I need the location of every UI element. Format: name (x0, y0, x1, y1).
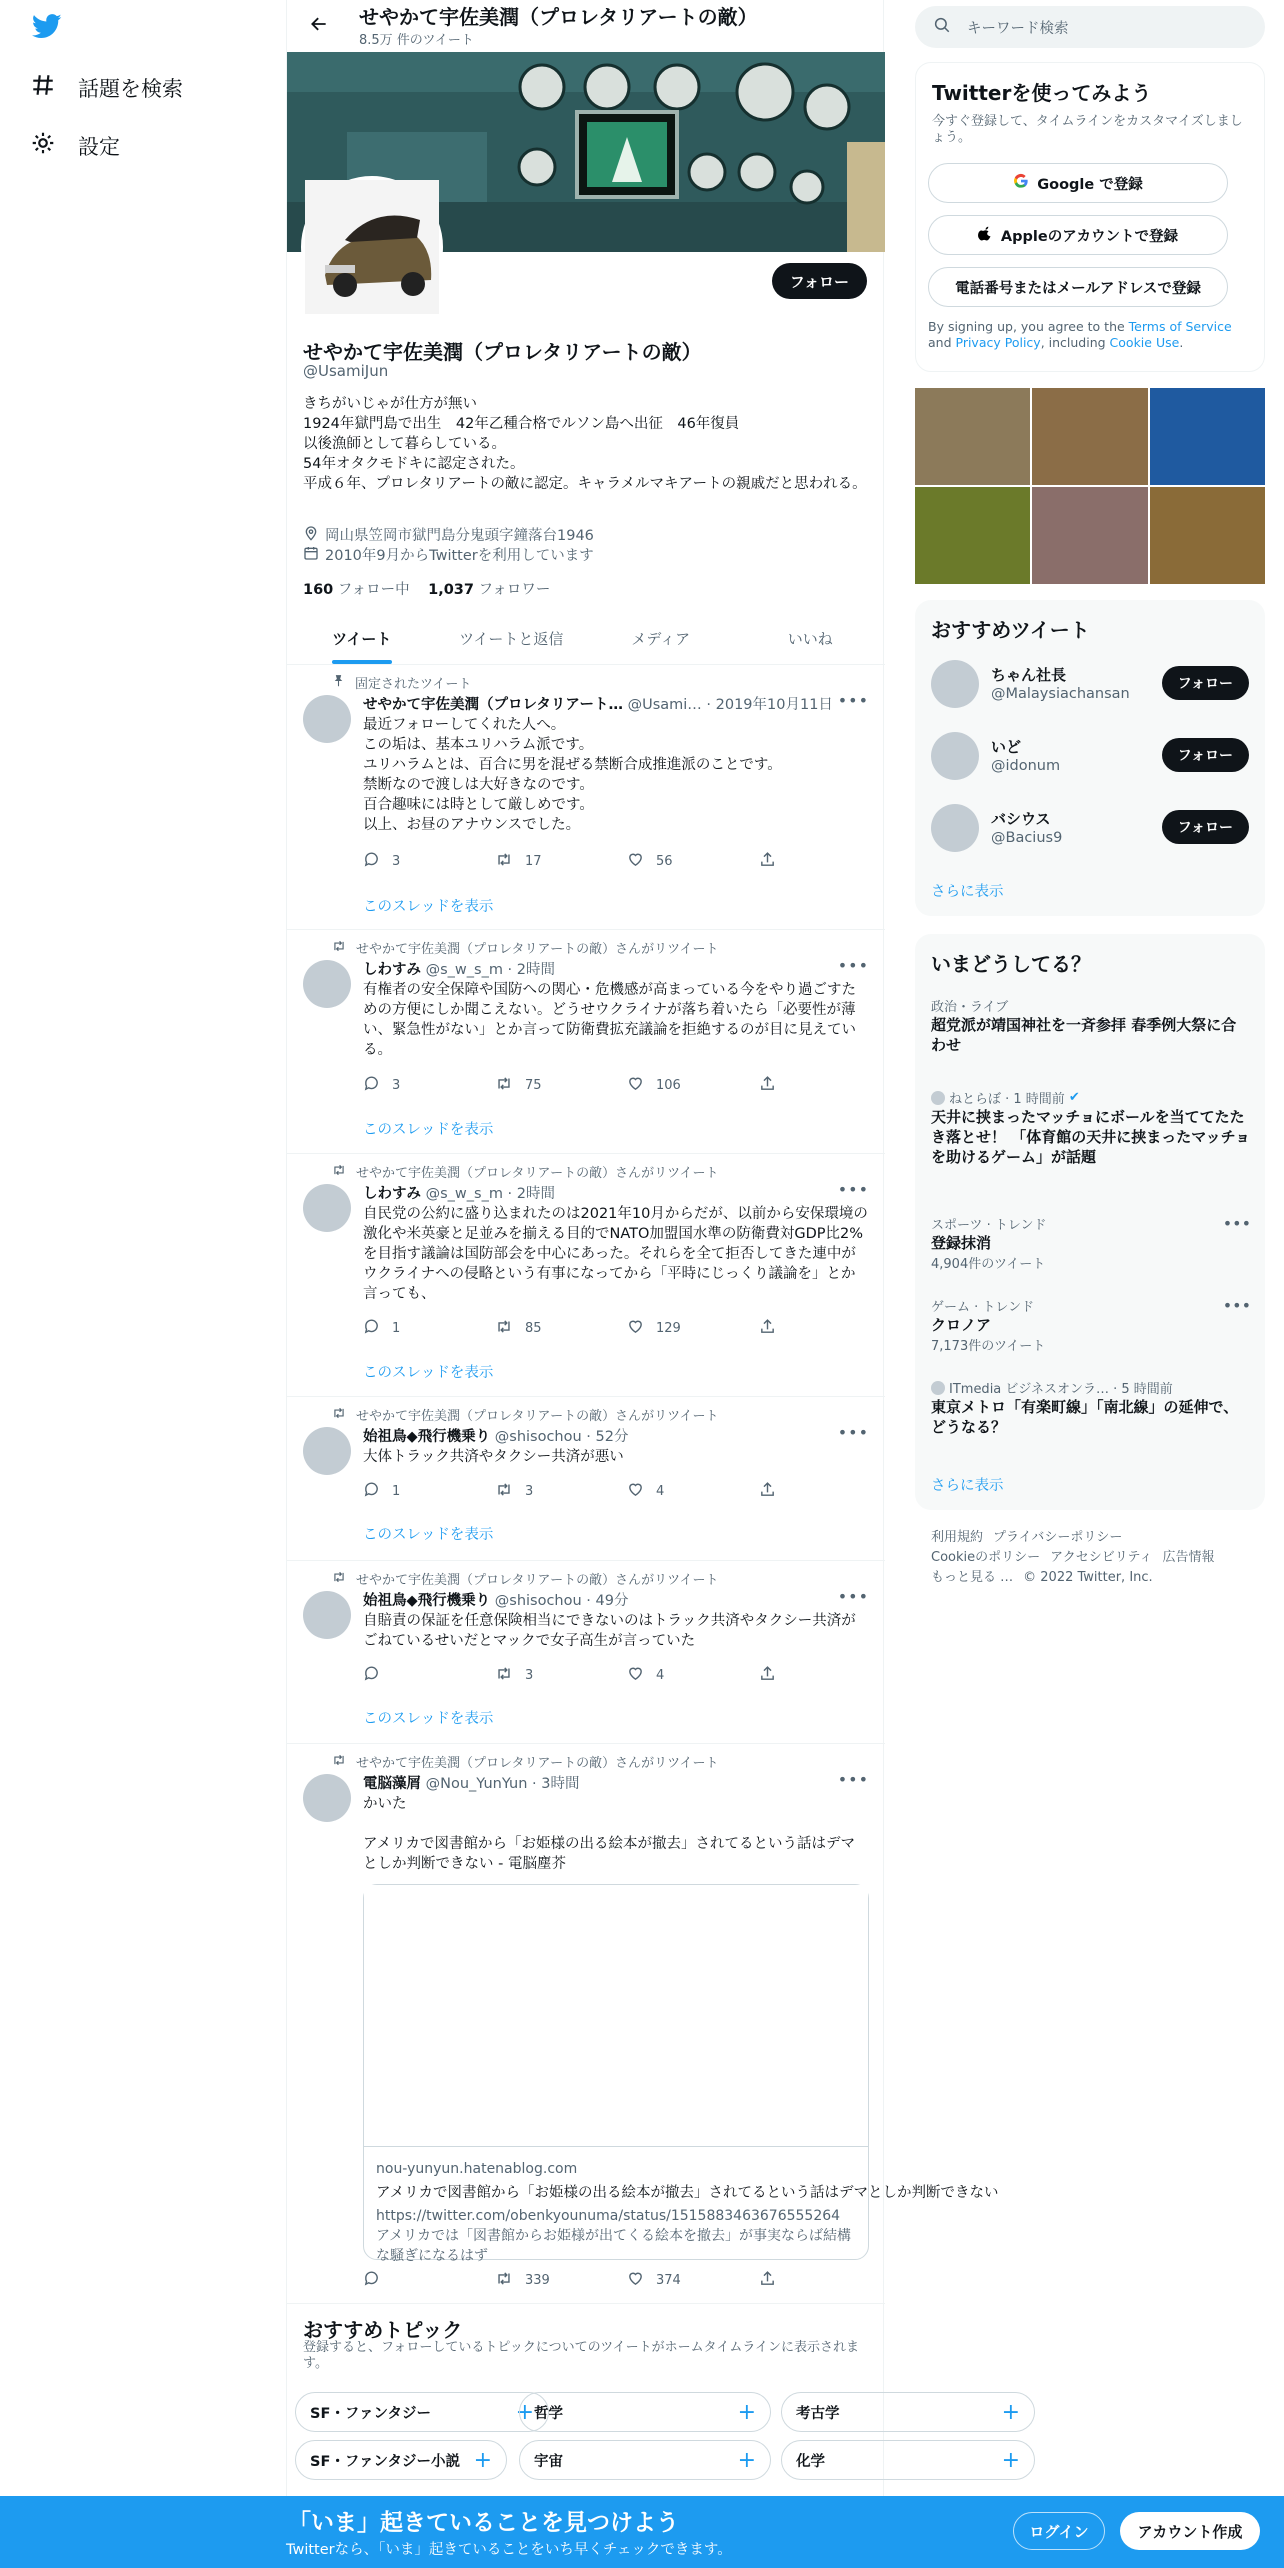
show-thread-link[interactable]: このスレッドを表示 (363, 1365, 494, 1381)
retweet-icon (495, 1075, 513, 1096)
plus-icon: + (473, 2447, 492, 2473)
heart-icon (627, 1665, 644, 1686)
reply-icon (363, 1075, 380, 1096)
tweet-actions (363, 1075, 803, 1096)
who-to-follow-panel (915, 600, 1265, 916)
retweet-icon (495, 2270, 513, 2291)
profile-stats (303, 578, 550, 599)
trend-item[interactable]: ゲーム · トレンド クロノア 7,173件のツイート ••• (931, 1296, 1251, 1354)
tweet-header: 始祖鳥◆飛行機乗り @shisochou · 49分 (363, 1593, 629, 1609)
heart-icon (627, 1318, 644, 1339)
media-grid (915, 388, 1265, 584)
retweet-context: せやかて宇佐美潤（プロレタリアートの敵）さんがリツイート (332, 1405, 718, 1424)
retweet-context: せやかて宇佐美潤（プロレタリアートの敵）さんがリツイート (332, 1162, 718, 1181)
tab-media[interactable]: メディア (631, 629, 691, 648)
tweet-text: 大体トラック共済やタクシー共済が悪い (363, 1449, 624, 1465)
avatar[interactable] (303, 960, 351, 1008)
like-button[interactable]: 56 (627, 851, 759, 872)
tweet-header: 始祖鳥◆飛行機乗り @shisochou · 52分 (363, 1429, 629, 1445)
retweet-icon (495, 1665, 513, 1686)
topic-chip[interactable]: SF・ファンタジー小説 + (295, 2440, 507, 2480)
reply-icon (363, 1481, 380, 1502)
show-thread-link[interactable]: このスレッドを表示 (363, 1122, 494, 1138)
apple-signup-button[interactable]: Appleのアカウントで登録 (928, 215, 1228, 255)
followers-link[interactable]: 1,037 フォロワー (428, 582, 551, 598)
retweet-button[interactable]: 339 (495, 2270, 627, 2291)
share-button[interactable] (759, 2270, 799, 2291)
show-thread-link[interactable]: このスレッドを表示 (363, 1711, 494, 1727)
trends-title: いまどうしてる？ (931, 952, 1091, 976)
reply-icon (363, 2270, 380, 2291)
retweet-small-icon (332, 1570, 346, 1588)
avatar[interactable] (303, 1774, 351, 1822)
card-description: https://twitter.com/obenkyounuma/status/1515883463676555264 アメリカでは「図書館からお姫様が出てくる絵本を撤去」が事実ならば結構な騒ぎになるはず (376, 2208, 852, 2264)
follow-button[interactable]: フォロー (1162, 738, 1249, 772)
more-icon[interactable]: ••• (837, 1587, 869, 1606)
tweet-header: 電脳藻屑 @Nou_YunYun · 3時間 (363, 1776, 580, 1792)
tweet-actions (363, 1318, 803, 1339)
tweet-text: 最近フォローしてくれた人へ。 この垢は、基本ユリハラム派です。 ユリハラムとは、百合に男を混ぜる禁断合成推進派のことです。 禁断なので渡しは大好きなのです。 百合趣味には時として厳しめです。 以上、お昼のアナウンスでした。 (363, 717, 782, 833)
more-icon[interactable]: ••• (1222, 1214, 1251, 1233)
login-button[interactable]: ログイン (1013, 2512, 1105, 2550)
tweet-header: しわすみ @s_w_s_m · 2時間 (363, 962, 556, 978)
pin-icon (332, 674, 345, 691)
signup-title: Twitterを使ってみよう (932, 81, 1152, 105)
tweet-actions (363, 1665, 803, 1686)
banner-subtitle: Twitterなら、「いま」起きていることをいち早くチェックできます。 (286, 2542, 732, 2558)
topics-subtitle: 登録すると、フォローしているトピックについてのツイートがホームタイムラインに表示されます。 (303, 2340, 860, 2371)
share-icon (759, 1665, 776, 1686)
retweet-context: せやかて宇佐美潤（プロレタリアートの敵）さんがリツイート (332, 938, 718, 957)
header-tweet-count: 8.5万 件のツイート (359, 32, 474, 48)
share-button[interactable] (759, 1481, 799, 1502)
retweet-icon (495, 1318, 513, 1339)
terms-link[interactable]: Terms of Service (1128, 319, 1232, 334)
plus-icon: + (1001, 2399, 1020, 2425)
heart-icon (627, 1075, 644, 1096)
avatar[interactable] (931, 732, 979, 780)
profile-joined (303, 544, 594, 565)
like-button[interactable]: 106 (627, 1075, 759, 1096)
share-button[interactable] (759, 1075, 799, 1096)
show-thread-link[interactable]: このスレッドを表示 (363, 899, 494, 915)
heart-icon (627, 1481, 644, 1502)
header-name: せやかて宇佐美潤（プロレタリアートの敵） (359, 4, 758, 29)
share-icon (759, 1481, 776, 1502)
more-icon[interactable]: ••• (837, 1423, 869, 1442)
google-signup-button[interactable]: Google で登録 (928, 163, 1228, 203)
footer-more[interactable]: もっと見る … (931, 1570, 1014, 1585)
media-thumb[interactable] (1150, 487, 1265, 584)
tweet-retweet[interactable] (287, 1561, 885, 1744)
nav-explore-label: 話題を検索 (78, 76, 183, 101)
retweet-button[interactable]: 17 (495, 851, 627, 872)
plus-icon: + (1001, 2447, 1020, 2473)
pinned-context: 固定されたツイート (332, 673, 471, 692)
retweet-small-icon (332, 1163, 346, 1181)
more-icon[interactable]: ••• (837, 956, 869, 975)
retweet-small-icon (332, 1406, 346, 1424)
footer-copyright: © 2022 Twitter, Inc. (1023, 1570, 1153, 1585)
avatar[interactable] (303, 1184, 351, 1232)
profile-avatar[interactable] (301, 176, 443, 318)
share-icon (759, 1075, 776, 1096)
follow-button[interactable]: フォロー (772, 263, 867, 299)
profile-bio: きちがいじゃが仕方が無い 1924年獄門島で出生 42年乙種合格でルソン島へ出征 46年復員 以後漁師として暮らしている。 54年オタクモドキに認定された。 平成６年、プロレタリアートの敵に認定。キャラメルマキアートの親戚だと思われる。 (303, 396, 867, 492)
retweet-icon (495, 851, 513, 872)
signup-subtitle: 今すぐ登録して、タイムラインをカスタマイズしましょう。 (932, 114, 1243, 145)
location-pin-icon (303, 525, 319, 545)
share-button[interactable] (759, 1665, 799, 1686)
nav-settings-label: 設定 (78, 134, 120, 159)
reply-button[interactable] (363, 2270, 495, 2291)
share-button[interactable] (759, 851, 799, 872)
apple-icon (978, 225, 993, 245)
tweet-text: 自賠責の保証を任意保険相当にできないのはトラック共済やタクシー共済がごねているせいだとマックで女子高生が言っていた (363, 1613, 856, 1649)
left-navigation (0, 0, 286, 2568)
who-item[interactable]: バシウス @Bacius9 フォロー (931, 800, 1265, 856)
retweet-small-icon (332, 1753, 346, 1771)
retweet-button[interactable]: 75 (495, 1075, 627, 1096)
like-button[interactable]: 4 (627, 1481, 759, 1502)
trends-more-link[interactable]: さらに表示 (931, 1478, 1004, 1494)
more-icon[interactable]: ••• (837, 1770, 869, 1789)
avatar[interactable] (303, 1427, 351, 1475)
like-button[interactable]: 374 (627, 2270, 759, 2291)
profile-location (303, 524, 594, 545)
reply-button[interactable]: 3 (363, 851, 495, 872)
topic-chip[interactable]: 考古学 + (781, 2392, 1035, 2432)
search-input[interactable] (915, 6, 1265, 48)
trend-item[interactable]: スポーツ · トレンド 登録抹消 4,904件のツイート ••• (931, 1214, 1251, 1272)
retweet-context: せやかて宇佐美潤（プロレタリアートの敵）さんがリツイート (332, 1569, 718, 1588)
nav-explore[interactable] (30, 72, 183, 103)
reply-icon (363, 1665, 380, 1686)
phone-email-signup-button[interactable]: 電話番号またはメールアドレスで登録 (928, 267, 1228, 307)
share-icon (759, 851, 776, 872)
like-button[interactable]: 4 (627, 1665, 759, 1686)
share-icon (759, 2270, 776, 2291)
avatar[interactable] (303, 695, 351, 743)
reply-button[interactable] (363, 1665, 495, 1686)
card-title: アメリカで図書館から「お姫様の出る絵本が撤去」されてるという話はデマとしか判断できない (376, 2185, 999, 2201)
retweet-small-icon (332, 939, 346, 957)
banner-headline: 「いま」起きていることを見つけよう (288, 2510, 679, 2536)
back-button[interactable] (301, 8, 337, 44)
signup-panel (915, 62, 1265, 372)
media-thumb[interactable] (915, 388, 1030, 485)
search-icon (933, 16, 951, 38)
plus-icon: + (737, 2447, 756, 2473)
reply-button[interactable]: 1 (363, 1481, 495, 1502)
who-item[interactable]: いど @idonum フォロー (931, 728, 1265, 784)
tweet-header: しわすみ @s_w_s_m · 2時間 (363, 1186, 556, 1202)
more-icon[interactable]: ••• (1222, 1296, 1251, 1315)
reply-icon (363, 1318, 380, 1339)
trends-panel (915, 934, 1265, 1510)
tab-tweets[interactable]: ツイート (287, 612, 437, 664)
source-avatar (931, 1381, 945, 1395)
tweet-text: 有権者の安全保障や国防への関心・危機感が高まっている今をやり過ごすための方便にしか聞こえない。どうせウクライナが落ち着いたら「必要性が薄い、緊急性がない」とか言って防衛費拡充議論を拒絶するのが目に見えている。 (363, 982, 856, 1058)
retweet-button[interactable]: 85 (495, 1318, 627, 1339)
footer-links (931, 1528, 1251, 1588)
tweet-retweet[interactable] (287, 1744, 999, 2304)
tweet-actions (363, 2270, 803, 2291)
trend-item[interactable]: ねとらぼ · 1 時間前 ✔ 天井に挟まったマッチョにボールを当ててたたき落とせ！ 「体育館の天井に挟まったマッチョを助けるゲーム」が話題 (931, 1090, 1251, 1166)
sidebar-right (915, 0, 1265, 2568)
twitter-logo-icon[interactable] (32, 14, 62, 43)
privacy-link[interactable]: Privacy Policy (955, 335, 1041, 350)
tweet-retweet[interactable] (287, 930, 885, 1154)
footer-accessibility[interactable]: アクセシビリティ (1050, 1550, 1153, 1565)
who-title: おすすめツイート (931, 618, 1090, 642)
plus-icon: + (737, 2399, 756, 2425)
retweet-button[interactable]: 3 (495, 1665, 627, 1686)
who-more-link[interactable]: さらに表示 (931, 884, 1004, 900)
reply-button[interactable]: 3 (363, 1075, 495, 1096)
profile-tabs (287, 612, 885, 665)
tab-likes[interactable]: いいね (787, 629, 833, 648)
reply-icon (363, 851, 380, 872)
tab-tweets-replies[interactable]: ツイートと返信 (459, 629, 564, 648)
tweet-actions (363, 851, 803, 872)
trend-item[interactable]: 政治・ライブ 超党派が靖国神社を一斉参拝 春季例大祭に合わせ (931, 1000, 1237, 1054)
avatar[interactable] (931, 804, 979, 852)
avatar[interactable] (931, 660, 979, 708)
tweet-text: かいた アメリカで図書館から「お姫様の出る絵本が撤去」されてるという話はデマとしか判断できない - 電脳塵芥 (363, 1796, 855, 1872)
share-icon (759, 1318, 776, 1339)
footer-cookie[interactable]: Cookieのポリシー (931, 1550, 1041, 1565)
tweet-retweet[interactable] (287, 1154, 885, 1397)
footer-terms[interactable]: 利用規約 (931, 1530, 984, 1545)
google-icon (1013, 173, 1029, 193)
signup-button[interactable]: アカウント作成 (1120, 2512, 1260, 2550)
trend-item[interactable]: ITmedia ビジネスオンラ… · 5 時間前 東京メトロ「有楽町線」「南北線」の延伸で、どうなる？ (931, 1382, 1239, 1436)
media-thumb[interactable] (1032, 388, 1147, 485)
topic-chip[interactable]: 化学 + (781, 2440, 1035, 2480)
cookie-link[interactable]: Cookie Use (1109, 335, 1180, 350)
profile-header (287, 0, 883, 52)
share-button[interactable] (759, 1318, 799, 1339)
source-avatar (931, 1091, 945, 1105)
media-thumb[interactable] (1032, 487, 1147, 584)
topic-chip[interactable]: 宇宙 + (519, 2440, 771, 2480)
topic-chip[interactable]: 哲学 + (519, 2392, 771, 2432)
profile-name: せやかて宇佐美潤（プロレタリアートの敵） (303, 340, 702, 364)
tweet-header: せやかて宇佐美潤（プロレタリアート… @Usami… · 2019年10月11日 (363, 697, 833, 713)
signup-banner (0, 2496, 1284, 2568)
link-card[interactable] (363, 1884, 999, 2264)
retweet-button[interactable]: 3 (495, 1481, 627, 1502)
follow-button[interactable]: フォロー (1162, 810, 1249, 844)
tweet-actions (363, 1481, 803, 1502)
plus-icon: + (515, 2399, 534, 2425)
retweet-icon (495, 1481, 513, 1502)
more-icon[interactable]: ••• (837, 1180, 869, 1199)
tweet-retweet[interactable] (287, 1397, 885, 1561)
who-item[interactable]: ちゃん社長 @Malaysiachansan フォロー (931, 656, 1265, 712)
arrow-left-icon (309, 14, 329, 38)
retweet-context: せやかて宇佐美潤（プロレタリアートの敵）さんがリツイート (332, 1752, 718, 1771)
profile-handle: @UsamiJun (303, 362, 389, 380)
tweet-pinned[interactable] (287, 665, 885, 930)
heart-icon (627, 851, 644, 872)
signup-terms: By signing up, you agree to the Terms of Service and Privacy Policy, including Cookie Use. (928, 319, 1232, 350)
media-thumb[interactable] (915, 487, 1030, 584)
footer-ads[interactable]: 広告情報 (1162, 1550, 1215, 1565)
card-domain: nou-yunyun.hatenablog.com (376, 2161, 578, 2177)
calendar-icon (303, 545, 319, 565)
footer-privacy[interactable]: プライバシーポリシー (993, 1530, 1123, 1545)
hashtag-icon (30, 72, 56, 103)
follow-button[interactable]: フォロー (1162, 666, 1249, 700)
card-image (364, 1885, 868, 2147)
topic-chip[interactable]: SF・ファンタジー + (295, 2392, 549, 2432)
nav-settings[interactable] (30, 130, 120, 161)
location-text: 岡山県笠岡市獄門島分鬼頭字鐘落台1946 (325, 528, 594, 544)
joined-text: 2010年9月からTwitterを利用しています (325, 548, 594, 564)
search-placeholder: キーワード検索 (967, 20, 1069, 37)
more-icon[interactable]: ••• (837, 691, 869, 710)
media-thumb[interactable] (1150, 388, 1265, 485)
reply-button[interactable]: 1 (363, 1318, 495, 1339)
verified-icon: ✔ (1068, 1090, 1080, 1105)
topics-title: おすすめトピック (303, 2318, 463, 2342)
tweet-text: 自民党の公約に盛り込まれたのは2021年10月からだが、以前から安保環境の激化や米英豪と足並みを揃える目的でNATO加盟国水準の防衛費対GDP比2%を目指す議論は国防部会を中心にあった。それらを全て拒否してきた連中がウクライナへの侵略という有事になってから「平時にじっくり議論を」とか言っても、 (363, 1206, 868, 1302)
avatar[interactable] (303, 1591, 351, 1639)
show-thread-link[interactable]: このスレッドを表示 (363, 1527, 494, 1543)
following-link[interactable]: 160 フォロー中 (303, 582, 410, 598)
gear-icon (30, 130, 56, 161)
like-button[interactable]: 129 (627, 1318, 759, 1339)
heart-icon (627, 2270, 644, 2291)
